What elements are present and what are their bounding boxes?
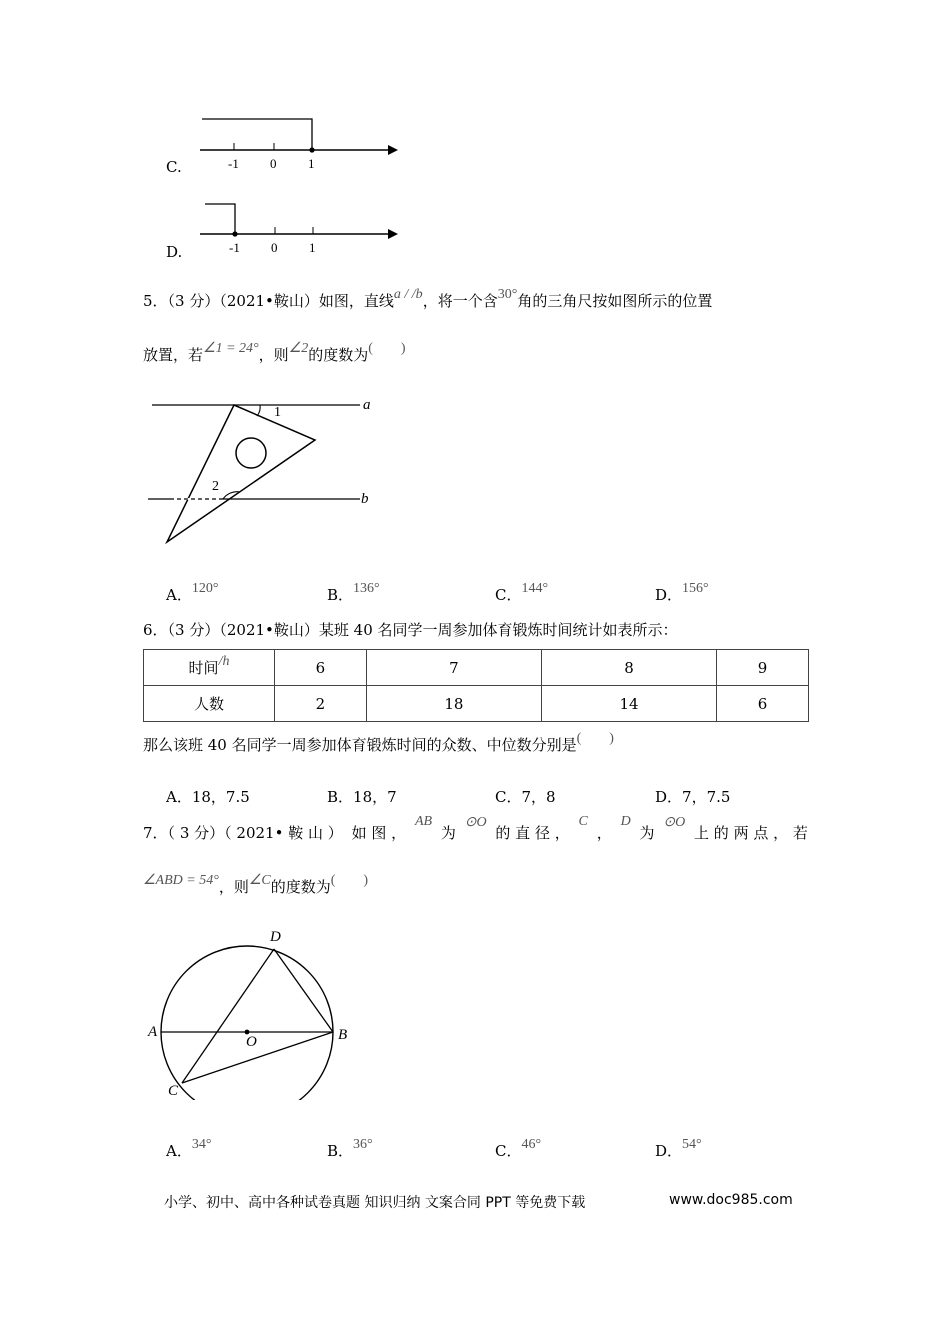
point-d-label: D [270,929,281,945]
line-b-label: b [361,491,369,507]
number-line-c [190,110,410,175]
q5-option-c[interactable]: C．144° [495,581,549,604]
svg-text:1: 1 [309,240,316,255]
angle-1-label: 1 [274,405,281,420]
tick-label-neg1: -1 [228,156,239,171]
q7-option-c[interactable]: C．46° [495,1137,542,1160]
point-c-label: C [168,1083,179,1099]
table-cell: 6 [275,650,367,686]
q6-option-d[interactable]: D．7，7.5 [655,788,731,806]
table-header-time: 时间/h [144,650,275,686]
table-cell: 9 [717,650,809,686]
table-cell: 7 [366,650,541,686]
q5-option-d[interactable]: D．156° [655,581,709,604]
circle-diameter-figure [140,920,360,1100]
point-a-label: A [148,1024,158,1040]
point-o-label: O [246,1034,257,1050]
question-5-line2: 放置，若∠1 = 24°，则∠2的度数为( ) [143,341,406,364]
table-cell: 18 [366,686,541,722]
q7-option-b[interactable]: B．36° [327,1137,373,1160]
table-cell: 14 [541,686,716,722]
question-6-stem: 6．（3 分）（2021•鞍山）某班 40 名同学一周参加体育锻炼时间统计如表所示： [143,621,678,639]
table-header-count: 人数 [144,686,275,722]
table-cell: 2 [275,686,367,722]
footer-text: 小学、初中、高中各种试卷真题 知识归纳 文案合同 PPT 等免费下载 [164,1195,586,1211]
q7-option-d[interactable]: D．54° [655,1137,702,1160]
question-5-line1: 5．（3 分）（2021•鞍山）如图，直线a / /b，将一个含30°角的三角尺按如图所示的位置 [143,287,713,310]
table-row [144,650,809,686]
table-row [144,686,809,722]
table-cell: 6 [717,686,809,722]
svg-text:0: 0 [271,240,278,255]
q6-option-b[interactable]: B．18，7 [327,788,397,806]
option-d-letter: D. [166,243,183,261]
question-7-line1: 7．（ 3 分）（ 2021• 鞍 山 ） 如 图 ， AB 为 ⊙O 的 直 径 ， C ， D 为 ⊙O 上 的 两 点 ， 若 [143,814,808,842]
line-a-label: a [363,397,371,413]
number-line-d [190,196,410,261]
option-c-letter: C. [166,158,182,176]
question-7-line2: ∠ABD = 54°，则∠C的度数为( ) [143,873,369,896]
point-b-label: B [338,1027,348,1043]
svg-text:-1: -1 [229,240,240,255]
triangle-parallel-lines-figure [140,390,390,555]
q7-option-a[interactable]: A．34° [166,1137,212,1160]
table-cell: 8 [541,650,716,686]
exercise-time-table [143,649,809,722]
tick-label-1: 1 [308,156,315,171]
angle-2-label: 2 [212,479,219,494]
q6-option-a[interactable]: A．18，7.5 [166,788,250,806]
tick-label-0: 0 [270,156,277,171]
q6-option-c[interactable]: C．7，8 [495,788,556,806]
q5-option-a[interactable]: A．120° [166,581,219,604]
q5-option-b[interactable]: B．136° [327,581,380,604]
footer-link[interactable]: www.doc985.com [669,1192,793,1208]
question-6-question: 那么该班 40 名同学一周参加体育锻炼时间的众数、中位数分别是( ) [143,731,614,754]
